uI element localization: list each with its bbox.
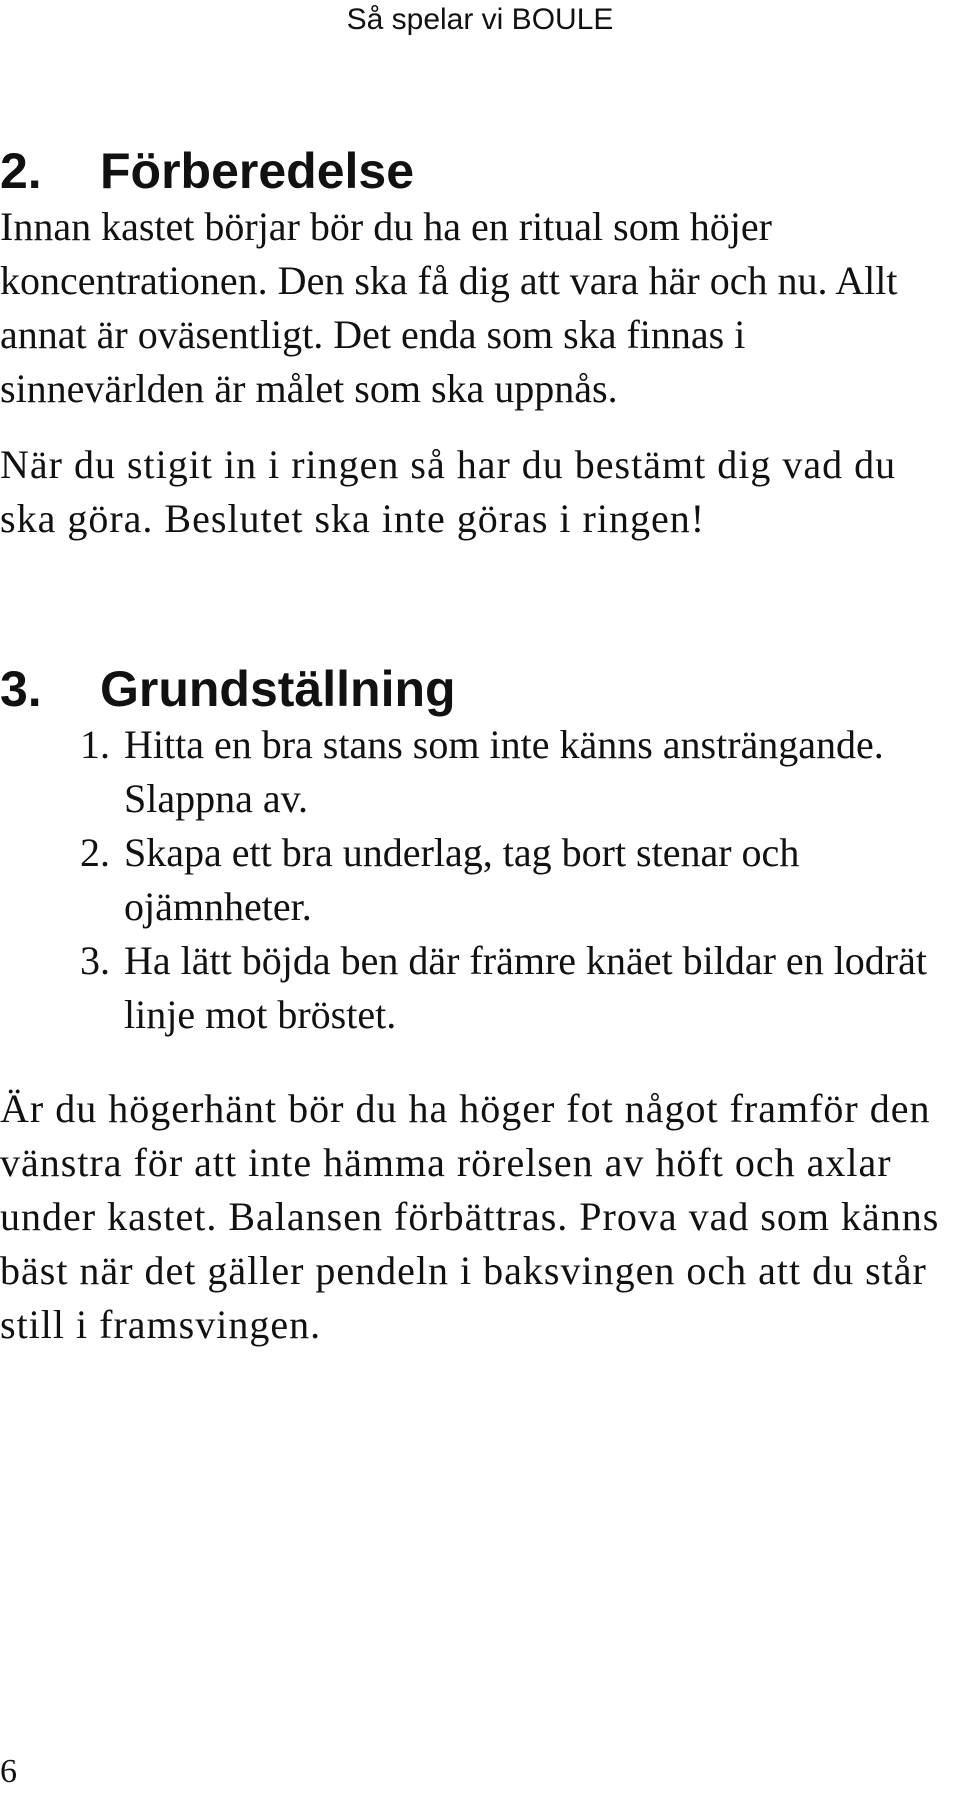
list-item-text: Skapa ett bra underlag, tag bort stenar och ojämnheter. bbox=[124, 830, 800, 929]
paragraph: Är du högerhänt bör du ha höger fot något framför den vänstra för att inte hämma rörelsen av höft och axlar under kastet. Balansen förbättras. Prova vad som känns bäst när det gäller pendeln i baksvingen och att du står still i framsvingen. bbox=[0, 1086, 940, 1347]
section-heading bbox=[0, 142, 958, 200]
paragraph: När du stigit in i ringen så har du bestämt dig vad du ska göra. Beslutet ska inte göras i ringen! bbox=[0, 442, 897, 541]
paragraph: Innan kastet börjar bör du ha en ritual som höjer koncentrationen. Den ska få dig att vara här och nu. Allt annat är oväsentligt. Det enda som ska finnas i sinnevärlden är målet som ska uppnås. bbox=[0, 204, 898, 411]
page-number: 6 bbox=[0, 1753, 17, 1790]
section-heading bbox=[0, 660, 958, 718]
list-item bbox=[0, 718, 958, 826]
running-header: Så spelar vi BOULE bbox=[346, 3, 614, 36]
list-item-text: Hitta en bra stans som inte känns ansträngande. Slappna av. bbox=[124, 722, 884, 821]
section-title: Grundställning bbox=[100, 661, 456, 717]
list-item-number: 2. bbox=[80, 830, 110, 875]
list-item-number: 1. bbox=[80, 722, 110, 767]
numbered-list bbox=[0, 718, 958, 1042]
list-item-number: 3. bbox=[80, 938, 110, 983]
list-item-text: Ha lätt böjda ben där främre knäet bildar en lodrät linje mot bröstet. bbox=[124, 938, 927, 1037]
list-item bbox=[0, 934, 958, 1042]
section-number: 2. bbox=[0, 143, 42, 199]
section-forberedelse bbox=[0, 142, 958, 546]
section-number: 3. bbox=[0, 661, 42, 717]
section-grundstallning bbox=[0, 660, 958, 1352]
section-title: Förberedelse bbox=[100, 143, 415, 199]
list-item bbox=[0, 826, 958, 934]
